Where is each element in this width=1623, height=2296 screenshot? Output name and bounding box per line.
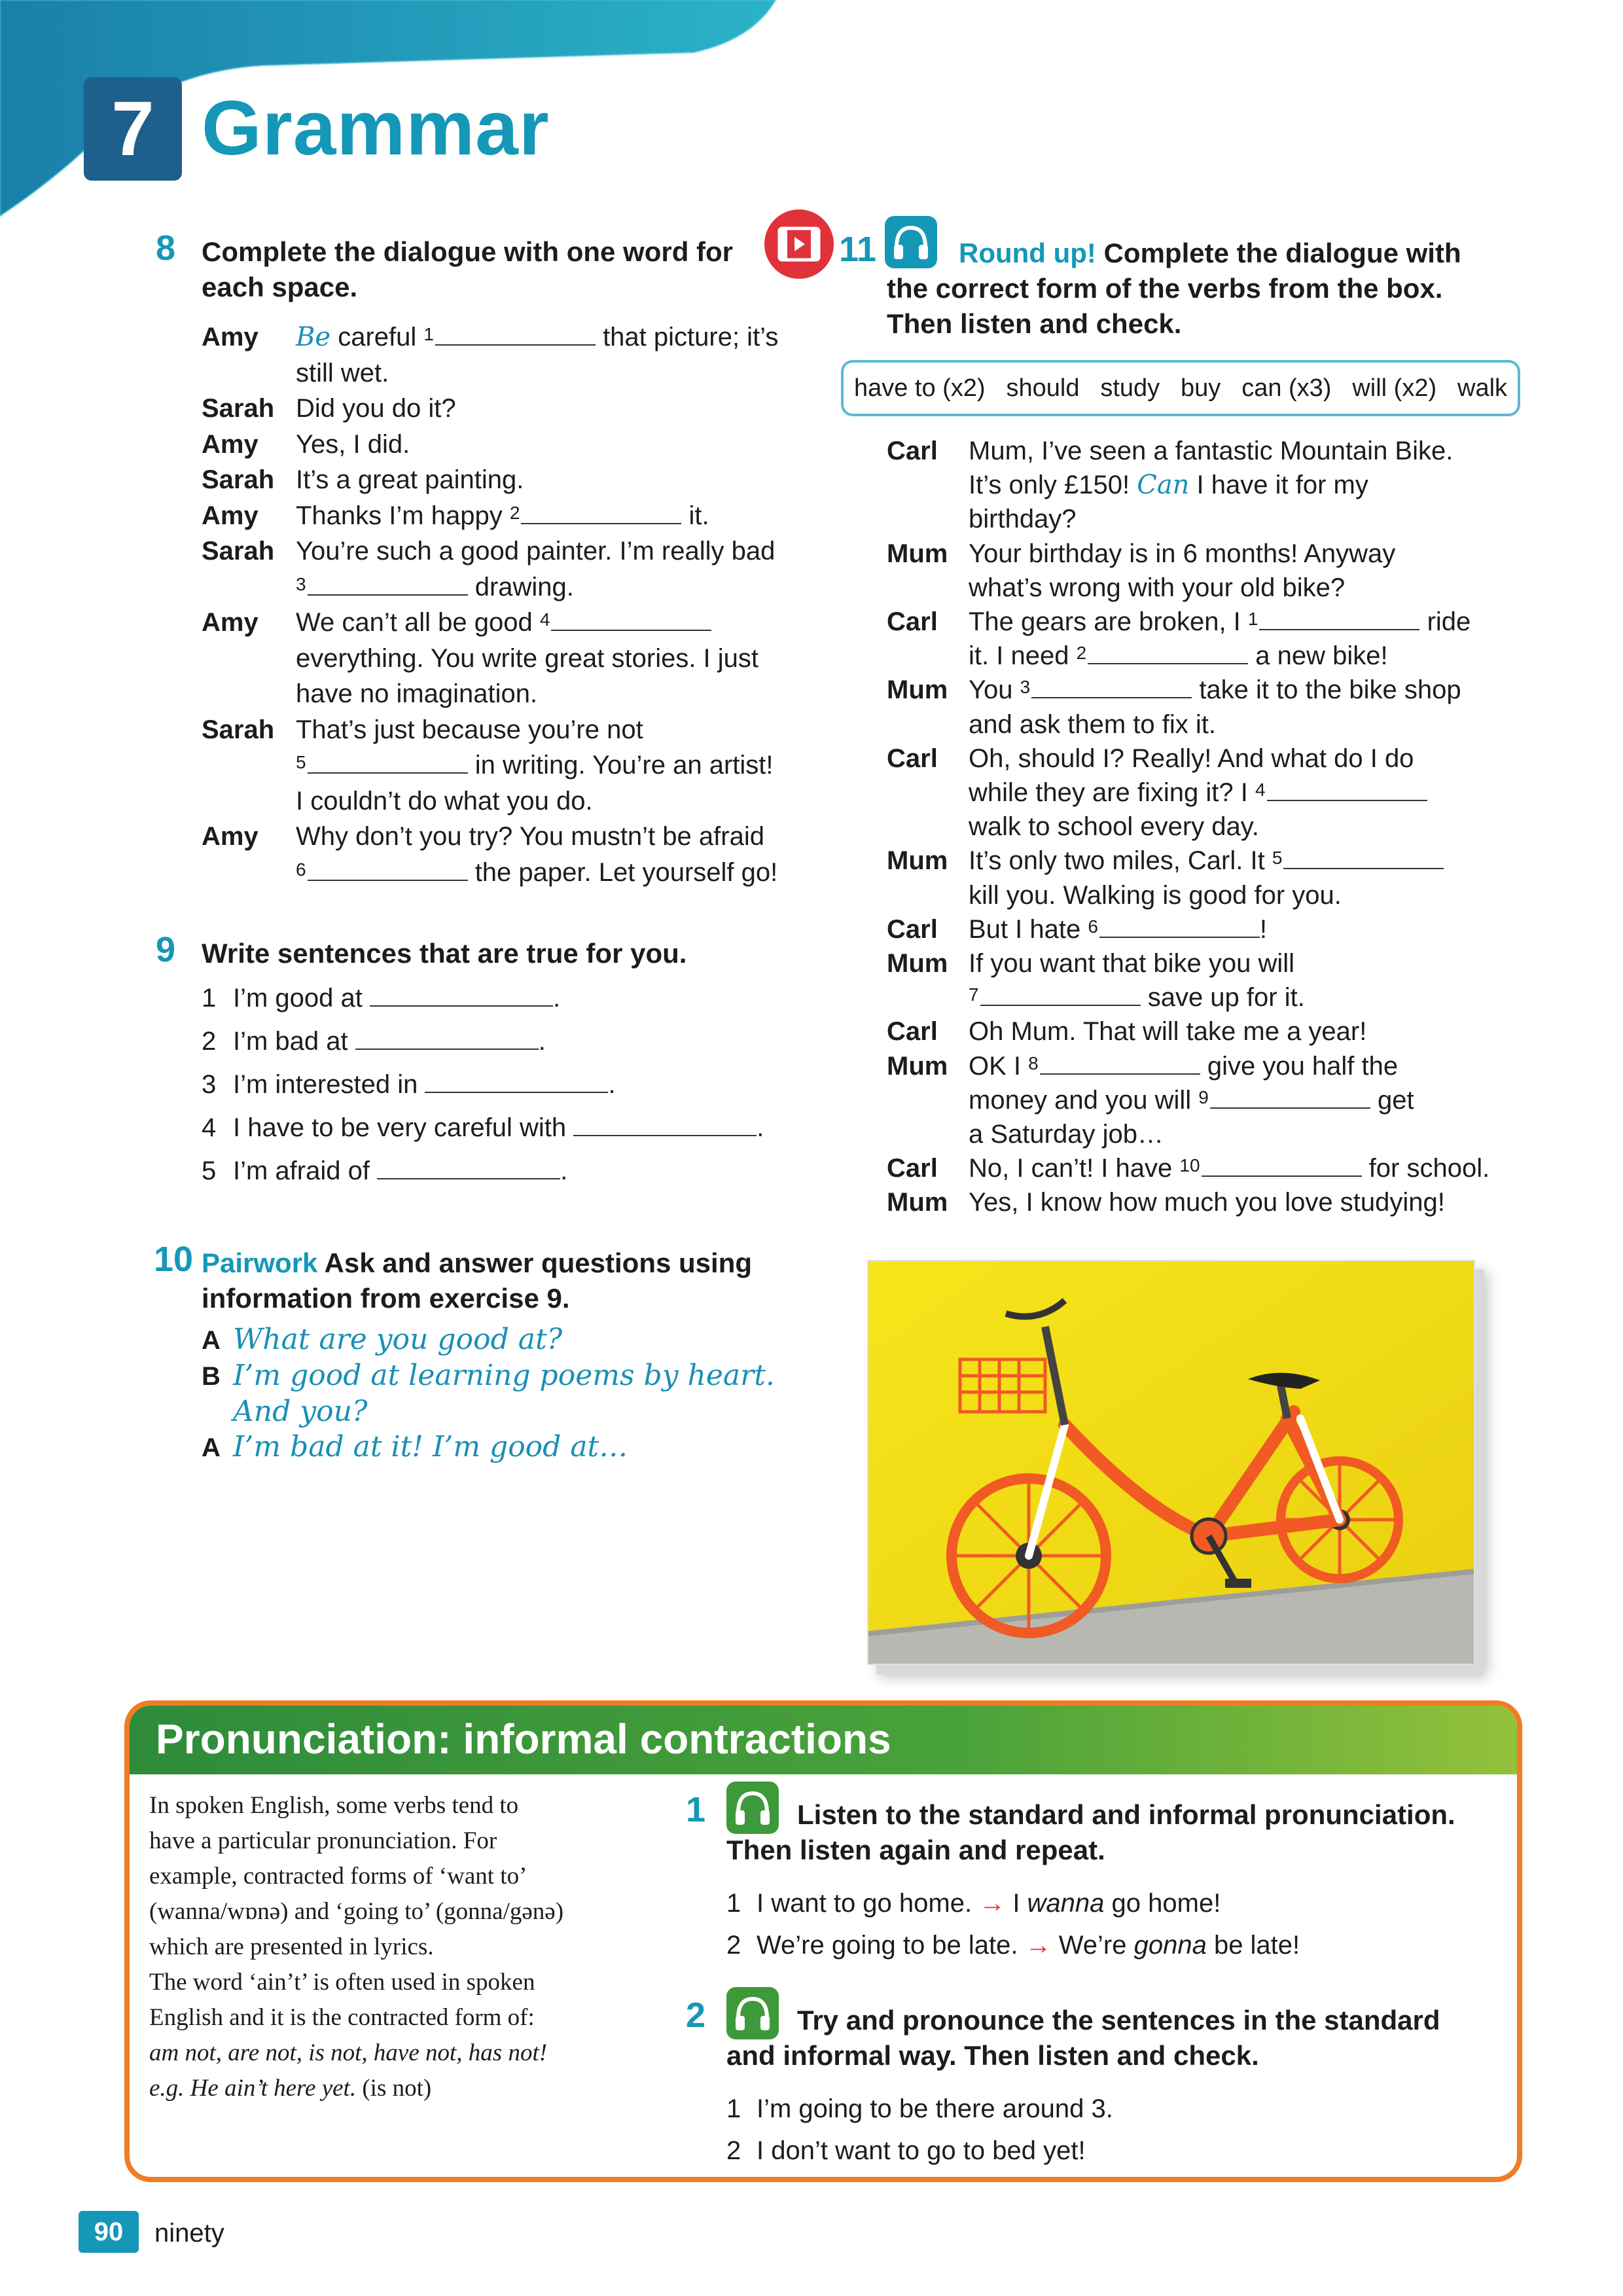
explanation-line: example, contracted forms of ‘want to’ <box>149 1863 527 1890</box>
speaker-letter: B <box>202 1362 221 1391</box>
informal-contraction: wanna <box>1027 1889 1105 1918</box>
dialogue-text: money and you will <box>969 1085 1199 1115</box>
instruction-line: Complete the dialogue with one word for <box>202 236 734 267</box>
item-number: 5 <box>202 1157 217 1185</box>
dialogue-text: give you half the <box>1200 1051 1399 1081</box>
dialogue-text: OK I <box>969 1051 1029 1081</box>
dialogue-line <box>969 467 1368 503</box>
example-text: I’m bad at it! I’m good at… <box>233 1430 628 1463</box>
dialogue-line <box>969 775 1427 810</box>
answer-blank[interactable] <box>521 499 681 524</box>
blank-number: 1 <box>423 324 434 344</box>
explanation-line <box>149 2071 686 2106</box>
exercise-10-number: 10 <box>154 1240 194 1279</box>
answer-blank[interactable] <box>377 1155 560 1179</box>
dialogue-line <box>296 462 524 497</box>
dialogue-text: Oh Mum. That will take me a year! <box>969 1017 1367 1047</box>
pron-exercise-1-instruction <box>726 1797 1505 1868</box>
item-number: 2 <box>202 1027 217 1056</box>
blank-number: 2 <box>509 502 520 523</box>
dialogue-line <box>969 1049 1398 1084</box>
word-box-item: buy <box>1181 374 1221 402</box>
exercise-8-dialogue <box>202 319 804 895</box>
blank-number: 3 <box>296 573 306 594</box>
blank-number: 1 <box>1247 609 1258 629</box>
dialogue-text: everything. You write great stories. I just <box>296 643 759 673</box>
dialogue-text: You <box>969 675 1020 705</box>
answer-blank[interactable] <box>370 982 553 1007</box>
dialogue-text: the paper. Let yourself go! <box>467 857 778 887</box>
dialogue-text: Oh, should I? Really! And what do I do <box>969 744 1414 773</box>
dialogue-line <box>296 819 764 854</box>
speaker-name: Carl <box>887 914 938 944</box>
item-text: I’m going to be there around 3. <box>757 2094 1113 2123</box>
bicycle-illustration <box>868 1261 1474 1664</box>
instruction-line: Then listen and check. <box>887 308 1182 339</box>
speaker-name: Amy <box>202 822 259 851</box>
word-box <box>841 360 1520 416</box>
pron-exercise-1-number: 1 <box>686 1790 706 1829</box>
example-text: I’m good at learning poems by heart. <box>233 1359 775 1392</box>
dialogue-line <box>969 570 1345 605</box>
dialogue-text: drawing. <box>467 572 574 601</box>
item-text: . <box>560 1157 568 1185</box>
dialogue-line <box>969 707 1216 742</box>
dialogue-text: save up for it. <box>1140 983 1305 1013</box>
exercise-9-instruction: Write sentences that are true for you. <box>202 938 687 969</box>
dialogue-line <box>969 1151 1489 1186</box>
dialogue-text: ! <box>1259 914 1268 944</box>
pron-exercise-2-list <box>726 2088 1505 2172</box>
blank-number: 8 <box>1028 1052 1039 1073</box>
dialogue-text: That’s just because you’re not <box>296 715 643 744</box>
answer-blank[interactable] <box>1031 673 1192 698</box>
item-text: I’m interested in <box>233 1070 425 1099</box>
dialogue-text: It’s only two miles, Carl. It <box>969 846 1272 876</box>
informal-form: be late! <box>1206 1931 1300 1960</box>
pron-exercise-2-instruction <box>726 2003 1505 2073</box>
answer-blank[interactable] <box>1267 776 1427 801</box>
dialogue-line <box>969 536 1395 571</box>
item-text: . <box>538 1027 546 1056</box>
dialogue-text: You’re such a good painter. I’m really bad <box>296 537 776 565</box>
answer-blank[interactable] <box>1040 1050 1200 1075</box>
dialogue-text: while they are fixing it? I <box>969 778 1255 807</box>
speaker-name: Sarah <box>202 715 275 744</box>
speaker-name: Sarah <box>202 465 275 494</box>
answer-blank[interactable] <box>1283 844 1444 869</box>
dialogue-text: Your birthday is in 6 months! Anyway <box>969 539 1396 568</box>
dialogue-line <box>969 809 1259 844</box>
blank-number: 5 <box>296 752 306 772</box>
informal-form: I <box>1005 1889 1027 1918</box>
dialogue-text: for school. <box>1361 1154 1490 1183</box>
arrow-icon: → <box>1025 1931 1052 1960</box>
instruction-line: and informal way. Then listen and check. <box>726 2040 1259 2071</box>
pron-exercise-1-list <box>726 1882 1505 1966</box>
item-text: I’m afraid of <box>233 1157 378 1185</box>
dialogue-text: have no imagination. <box>296 679 538 708</box>
exercise-10-example <box>202 1322 791 1465</box>
explanation-line: The word ‘ain’t’ is often used in spoken <box>149 1969 535 1996</box>
round-up-label: Round up! <box>959 238 1096 268</box>
informal-form: We’re <box>1051 1931 1134 1960</box>
dialogue-text: No, I can’t! I have <box>969 1154 1180 1183</box>
dialogue-text: it. I need <box>969 641 1077 671</box>
explanation-line: have a particular pronunciation. For <box>149 1827 497 1854</box>
list-item <box>202 1025 546 1056</box>
speaker-name: Amy <box>202 501 259 530</box>
page-title: Grammar <box>202 85 550 171</box>
dialogue-text: We can’t all be good <box>296 608 540 637</box>
page-number: 90 <box>79 2211 139 2253</box>
speaker-name: Amy <box>202 323 259 351</box>
speaker-name: Sarah <box>202 537 275 565</box>
film-icon <box>777 226 821 262</box>
item-number: 1 <box>202 984 217 1013</box>
exercise-11-number: 11 <box>839 230 877 269</box>
dialogue-text: Thanks I’m happy <box>296 501 510 530</box>
word-box-item: can (x3) <box>1241 374 1332 402</box>
bike-photo <box>867 1260 1475 1665</box>
dialogue-text: I couldn’t do what you do. <box>296 786 593 816</box>
dialogue-text: If you want that bike you will <box>969 949 1295 978</box>
dialogue-line <box>296 569 574 605</box>
example-answer: Can <box>1137 470 1190 501</box>
exercise-8-instruction <box>202 234 733 305</box>
dialogue-line <box>969 843 1444 878</box>
informal-contraction: gonna <box>1133 1931 1207 1960</box>
example-line <box>202 1322 791 1358</box>
item-text: . <box>757 1113 764 1142</box>
pronunciation-title: Pronunciation: informal contractions <box>156 1715 891 1763</box>
dialogue-line <box>969 638 1388 673</box>
arrow-icon: → <box>979 1889 1006 1918</box>
blank-number: 5 <box>1272 848 1283 869</box>
dialogue-line <box>296 605 711 640</box>
instruction-line: each space. <box>202 272 358 302</box>
list-item <box>202 1111 764 1143</box>
dialogue-text: take it to the bike shop <box>1192 675 1461 705</box>
exercise-9-number: 9 <box>156 930 176 969</box>
pairwork-label: Pairwork <box>202 1247 318 1278</box>
list-item <box>202 982 560 1013</box>
item-number: 2 <box>726 2136 741 2165</box>
explanation-line: English and it is the contracted form of: <box>149 2004 535 2031</box>
dialogue-text: a Saturday job… <box>969 1120 1164 1149</box>
blank-number: 7 <box>969 984 979 1005</box>
dialogue-line <box>296 391 456 426</box>
example-line <box>202 1394 791 1429</box>
dialogue-line <box>296 712 643 747</box>
pronunciation-header <box>130 1706 1517 1774</box>
explanation-text: e.g. He ain’t here yet. <box>149 2075 357 2102</box>
item-text: I’m bad at <box>233 1027 355 1056</box>
dialogue-line <box>969 1014 1366 1049</box>
item-number: 4 <box>202 1113 217 1142</box>
speaker-name: Carl <box>887 1017 938 1047</box>
answer-blank[interactable] <box>308 749 468 774</box>
instruction-text: Ask and answer questions using <box>317 1247 753 1278</box>
dialogue-text: birthday? <box>969 505 1077 534</box>
instruction-line: Listen to the standard and informal pronunciation. <box>797 1799 1455 1830</box>
speaker-name: Amy <box>202 429 259 459</box>
pronunciation-box <box>124 1700 1522 2182</box>
answer-blank[interactable] <box>1210 1084 1370 1109</box>
word-box-item: should <box>1006 374 1080 402</box>
dialogue-line <box>296 427 410 462</box>
dialogue-line <box>296 533 775 569</box>
answer-blank[interactable] <box>435 321 596 346</box>
dialogue-text: in writing. You’re an artist! <box>467 751 774 780</box>
exercise-10-instruction <box>202 1246 752 1316</box>
blank-number: 4 <box>1255 780 1266 800</box>
instruction-line: the correct form of the verbs from the box. <box>887 273 1443 304</box>
dialogue-line <box>969 604 1471 639</box>
answer-blank[interactable] <box>425 1068 608 1093</box>
dialogue-text: It’s only £150! <box>969 471 1137 500</box>
dialogue-line <box>296 355 389 391</box>
answer-blank[interactable] <box>308 571 468 596</box>
dialogue-text: that picture; it’s <box>595 323 779 351</box>
dialogue-line <box>969 1185 1445 1220</box>
page-word: ninety <box>154 2219 224 2248</box>
item-number: 2 <box>726 1931 741 1960</box>
item-text: . <box>553 984 561 1013</box>
list-item <box>202 1155 567 1186</box>
dialogue-text: what’s wrong with your old bike? <box>969 573 1346 602</box>
example-text: And you? <box>233 1395 368 1428</box>
item-text: I don’t want to go to bed yet! <box>757 2136 1086 2165</box>
dialogue-text: careful <box>330 323 424 351</box>
example-line <box>202 1358 791 1394</box>
example-line <box>202 1429 791 1465</box>
exercise-11-instruction <box>887 236 1515 342</box>
informal-form: go home! <box>1104 1889 1221 1918</box>
video-icon[interactable] <box>764 209 834 279</box>
speaker-letter: A <box>202 1433 221 1462</box>
speaker-name: Mum <box>887 1188 948 1217</box>
example-text: What are you good at? <box>233 1323 563 1356</box>
answer-blank[interactable] <box>551 606 711 631</box>
exercise-8-number: 8 <box>156 228 176 268</box>
word-box-item: will (x2) <box>1352 374 1437 402</box>
item-text: I have to be very careful with <box>233 1113 574 1142</box>
word-box-item: have to (x2) <box>853 374 986 402</box>
answer-blank[interactable] <box>1259 605 1419 630</box>
speaker-name: Carl <box>887 437 938 465</box>
dialogue-line <box>969 1083 1414 1118</box>
answer-blank[interactable] <box>980 981 1141 1006</box>
dialogue-line <box>296 855 777 890</box>
instruction-line: Then listen again and repeat. <box>726 1835 1105 1865</box>
dialogue-line <box>969 741 1414 776</box>
explanation-line: which are presented in lyrics. <box>149 1933 434 1960</box>
speaker-name: Carl <box>887 744 938 773</box>
answer-blank[interactable] <box>308 856 468 881</box>
speaker-name: Carl <box>887 607 938 636</box>
dialogue-line <box>296 641 758 676</box>
answer-blank[interactable] <box>355 1025 539 1050</box>
list-item <box>726 2088 1505 2130</box>
dialogue-line <box>969 501 1077 537</box>
blank-number: 9 <box>1198 1086 1209 1107</box>
item-number: 3 <box>202 1070 217 1099</box>
list-item <box>726 1924 1505 1966</box>
instruction-line: Try and pronounce the sentences in the standard <box>797 2005 1440 2036</box>
dialogue-line <box>296 319 778 355</box>
instruction-line: information from exercise 9. <box>202 1283 570 1314</box>
answer-blank[interactable] <box>1099 913 1260 938</box>
blank-number: 4 <box>539 609 550 630</box>
item-text: . <box>608 1070 616 1099</box>
dialogue-line <box>969 672 1461 708</box>
dialogue-text: Yes, I know how much you love studying! <box>969 1188 1445 1217</box>
dialogue-text: kill you. Walking is good for you. <box>969 880 1342 910</box>
exercise-11-dialogue <box>887 433 1515 1238</box>
list-item <box>202 1068 616 1100</box>
dialogue-text: it. <box>681 501 709 530</box>
dialogue-text: Why don’t you try? You mustn’t be afraid <box>296 822 764 851</box>
answer-blank[interactable] <box>573 1111 757 1136</box>
dialogue-line <box>296 747 774 783</box>
dialogue-text: ride <box>1419 607 1471 636</box>
blank-number: 3 <box>1020 677 1031 698</box>
dialogue-line <box>969 433 1453 469</box>
answer-blank[interactable] <box>1202 1152 1362 1177</box>
pronunciation-explanation <box>149 1788 686 2106</box>
explanation-text: (is not) <box>356 2075 432 2102</box>
speaker-name: Mum <box>887 1051 948 1081</box>
word-box-item: walk <box>1457 374 1508 402</box>
explanation-line: In spoken English, some verbs tend to <box>149 1792 519 1819</box>
speaker-name: Mum <box>887 949 948 978</box>
dialogue-text: still wet. <box>296 358 389 387</box>
instruction-text: Complete the dialogue with <box>1096 238 1461 268</box>
dialogue-line <box>296 498 709 533</box>
speaker-name: Sarah <box>202 394 275 423</box>
blank-number: 6 <box>1088 916 1098 937</box>
speaker-name: Mum <box>887 846 948 876</box>
dialogue-line <box>969 946 1294 981</box>
dialogue-line <box>969 912 1267 947</box>
standard-form: We’re going to be late. <box>757 1931 1026 1960</box>
word-box-item: study <box>1100 374 1160 402</box>
list-item <box>726 2130 1505 2172</box>
dialogue-text: walk to school every day. <box>969 812 1259 842</box>
answer-blank[interactable] <box>1088 639 1248 664</box>
speaker-name: Mum <box>887 539 948 568</box>
example-answer: Be <box>296 322 331 352</box>
dialogue-line <box>969 878 1342 913</box>
dialogue-line <box>969 1117 1164 1152</box>
speaker-letter: A <box>202 1326 221 1355</box>
dialogue-text: But I hate <box>969 914 1088 944</box>
dialogue-text: Did you do it? <box>296 394 456 423</box>
blank-number: 6 <box>296 859 306 880</box>
dialogue-line <box>296 783 593 819</box>
blank-number: 2 <box>1076 643 1087 664</box>
dialogue-text: and ask them to fix it. <box>969 709 1216 739</box>
speaker-name: Mum <box>887 675 948 705</box>
dialogue-text: get <box>1370 1085 1414 1115</box>
dialogue-text: Mum, I’ve seen a fantastic Mountain Bike. <box>969 437 1454 465</box>
unit-number-badge: 7 <box>84 77 182 181</box>
dialogue-text: Yes, I did. <box>296 429 410 459</box>
dialogue-text: I have it for my <box>1189 471 1368 500</box>
explanation-line: (wanna/wɒnə) and ‘going to’ (gonna/gənə) <box>149 1898 564 1925</box>
dialogue-text: It’s a great painting. <box>296 465 524 494</box>
dialogue-text: a new bike! <box>1248 641 1388 671</box>
dialogue-line <box>296 676 537 711</box>
dialogue-text: The gears are broken, I <box>969 607 1248 636</box>
speaker-name: Amy <box>202 608 259 637</box>
blank-number: 10 <box>1179 1155 1200 1176</box>
explanation-line: am not, are not, is not, have not, has not! <box>149 2039 548 2066</box>
item-text: I’m good at <box>233 984 370 1013</box>
item-number: 1 <box>726 1889 741 1918</box>
list-item <box>726 1882 1505 1924</box>
pron-exercise-2-number: 2 <box>686 1996 706 2035</box>
standard-form: I want to go home. <box>757 1889 980 1918</box>
dialogue-line <box>969 980 1305 1015</box>
item-number: 1 <box>726 2094 741 2123</box>
speaker-name: Carl <box>887 1154 938 1183</box>
